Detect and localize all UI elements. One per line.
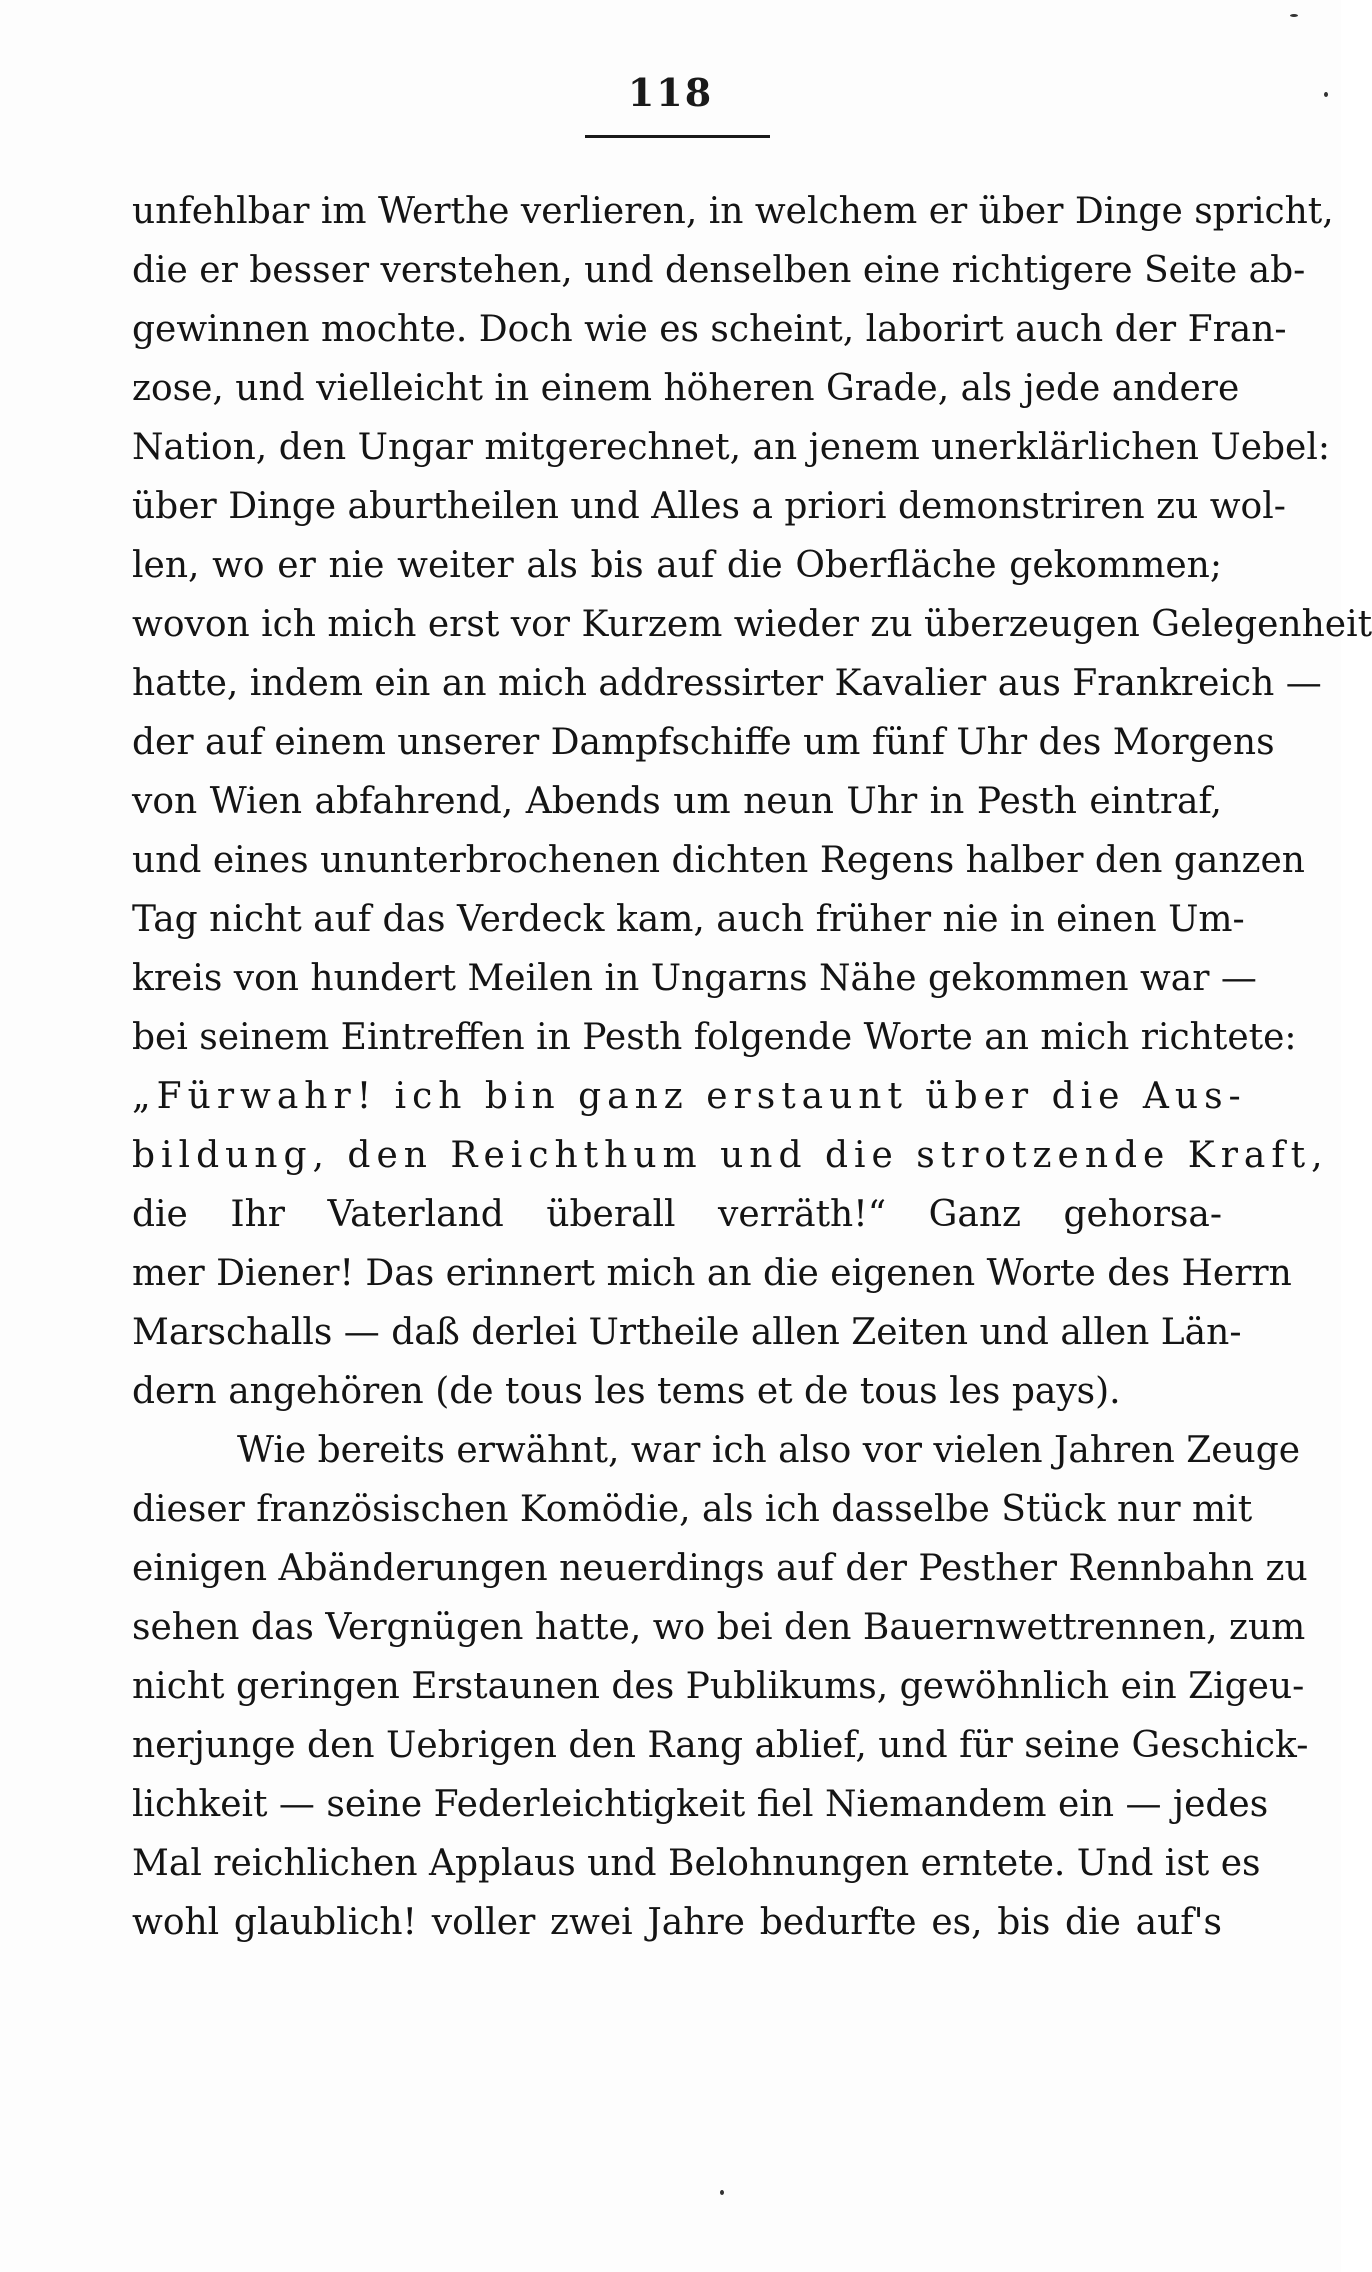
text-line: gewinnen mochte. Doch wie es scheint, laborirt auch der Fran- (132, 309, 1287, 350)
text-line: Wie bereits erwähnt, war ich also vor vielen Jahren Zeuge (237, 1430, 1301, 1471)
body-text (132, 182, 1372, 1952)
text-line: sehen das Vergnügen hatte, wo bei den Bauernwettrennen, zum (132, 1607, 1306, 1648)
scan-speck (1324, 92, 1328, 97)
text-line: über Dinge aburtheilen und Alles a priori demonstriren zu wol- (132, 486, 1286, 527)
text-line: wohl glaublich! voller zwei Jahre bedurfte es, bis die auf's (132, 1902, 1222, 1943)
text-line: len, wo er nie weiter als bis auf die Oberfläche gekommen; (132, 545, 1222, 586)
text-line: von Wien abfahrend, Abends um neun Uhr in Pesth eintraf, (132, 781, 1222, 822)
page-number: 118 (627, 70, 714, 115)
text-line: dern angehören (de tous les tems et de tous les pays). (132, 1371, 1121, 1412)
text-line: zose, und vielleicht in einem höheren Grade, als jede andere (132, 368, 1240, 409)
text-line: nerjunge den Uebrigen den Rang ablief, und für seine Geschick- (132, 1725, 1309, 1766)
text-line-emphasized: die Ihr Vaterland überall verräth!“ Ganz gehorsa- (132, 1194, 1222, 1235)
scan-speck (720, 2190, 724, 2195)
text-line: unfehlbar im Werthe verlieren, in welchem er über Dinge spricht, (132, 191, 1334, 232)
text-line: die er besser verstehen, und denselben eine richtigere Seite ab- (132, 250, 1306, 291)
text-line: bei seinem Eintreffen in Pesth folgende Worte an mich richtete: (132, 1017, 1297, 1058)
text-line: Nation, den Ungar mitgerechnet, an jenem unerklärlichen Uebel: (132, 427, 1330, 468)
text-line: hatte, indem ein an mich addressirter Kavalier aus Frankreich — (132, 663, 1322, 704)
text-line: der auf einem unserer Dampfschiffe um fünf Uhr des Morgens (132, 722, 1275, 763)
text-line: und eines ununterbrochenen dichten Regens halber den ganzen (132, 840, 1305, 881)
text-line: Mal reichlichen Applaus und Belohnungen erntete. Und ist es (132, 1843, 1261, 1884)
text-line-emphasized: bildung, den Reichthum und die strotzende Kraft, (132, 1135, 1329, 1176)
text-line: Marschalls — daß derlei Urtheile allen Zeiten und allen Län- (132, 1312, 1242, 1353)
text-line-emphasized: „Fürwahr! ich bin ganz erstaunt über die Aus- (132, 1076, 1247, 1117)
paragraph-2 (132, 1421, 1309, 1952)
text-line: einigen Abänderungen neuerdings auf der Pesther Rennbahn zu (132, 1548, 1308, 1589)
text-line: nicht geringen Erstaunen des Publikums, gewöhnlich ein Zigeu- (132, 1666, 1305, 1707)
text-line: Tag nicht auf das Verdeck kam, auch früher nie in einen Um- (132, 899, 1245, 940)
text-line: dieser französischen Komödie, als ich dasselbe Stück nur mit (132, 1489, 1253, 1530)
text-line: wovon ich mich erst vor Kurzem wieder zu überzeugen Gelegenheit (132, 604, 1372, 645)
scan-speck (1290, 14, 1298, 17)
header-rule (585, 135, 770, 138)
text-line: lichkeit — seine Federleichtigkeit fiel Niemandem ein — jedes (132, 1784, 1269, 1825)
paragraph-1 (132, 182, 1372, 1421)
text-line: mer Diener! Das erinnert mich an die eigenen Worte des Herrn (132, 1253, 1292, 1294)
text-line: kreis von hundert Meilen in Ungarns Nähe gekommen war — (132, 958, 1257, 999)
